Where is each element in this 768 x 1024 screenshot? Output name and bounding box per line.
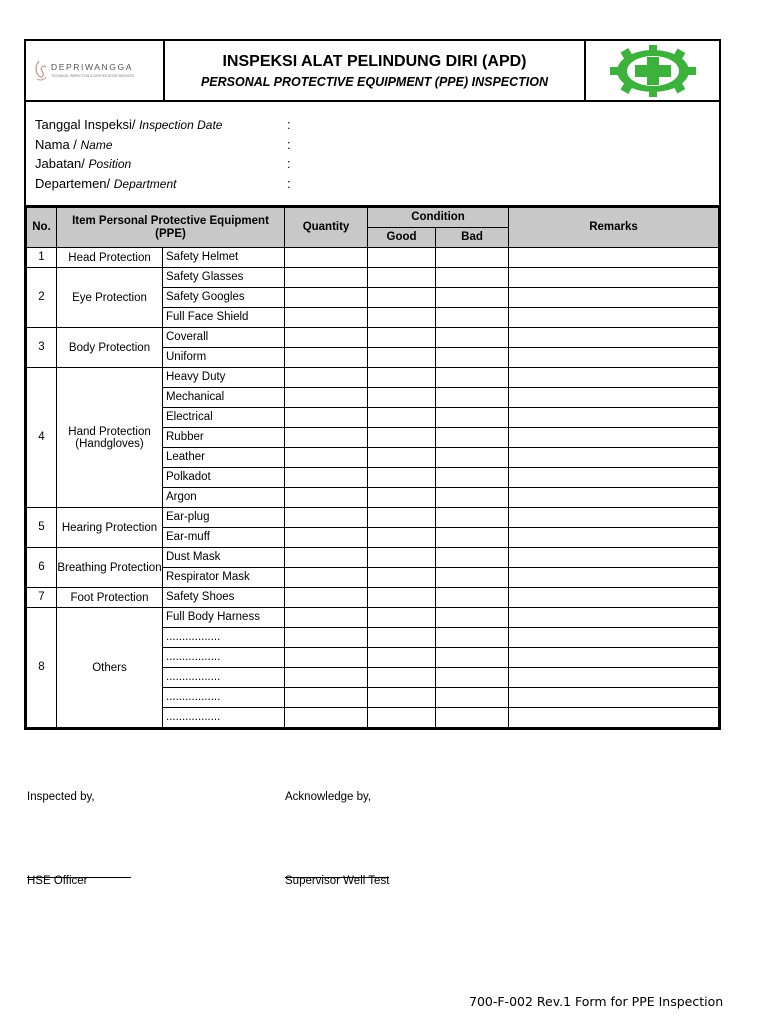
good-cell[interactable] <box>368 308 436 328</box>
row-number: 2 <box>27 268 57 328</box>
ppe-item: Polkadot <box>163 468 285 488</box>
bad-cell[interactable] <box>436 588 509 608</box>
remarks-cell[interactable] <box>509 408 719 428</box>
table-row <box>27 368 719 388</box>
name-label: Nama / Name <box>35 137 113 152</box>
ppe-category: Head Protection <box>57 248 163 268</box>
good-cell[interactable] <box>368 588 436 608</box>
quantity-cell[interactable] <box>285 668 368 688</box>
inspection-date-field[interactable]: : <box>287 117 291 132</box>
bad-cell[interactable] <box>436 288 509 308</box>
inspection-date-label: Tanggal Inspeksi/ Inspection Date <box>35 117 223 132</box>
good-cell[interactable] <box>368 428 436 448</box>
good-cell[interactable] <box>368 268 436 288</box>
green-gear-cross-icon <box>605 44 701 98</box>
remarks-cell[interactable] <box>509 428 719 448</box>
table-row <box>27 588 719 608</box>
bad-cell[interactable] <box>436 408 509 428</box>
ppe-category: Eye Protection <box>57 268 163 328</box>
ppe-item: Leather <box>163 448 285 468</box>
remarks-cell[interactable] <box>509 248 719 268</box>
bad-cell[interactable] <box>436 508 509 528</box>
name-field[interactable]: : <box>287 137 291 152</box>
ppe-item: Respirator Mask <box>163 568 285 588</box>
bad-cell[interactable] <box>436 488 509 508</box>
ppe-item: ................. <box>163 708 285 728</box>
acknowledger-role: Supervisor Well Test <box>285 875 390 887</box>
remarks-cell[interactable] <box>509 348 719 368</box>
form-title: INSPEKSI ALAT PELINDUNG DIRI (APD) <box>222 52 527 70</box>
quantity-cell[interactable] <box>285 448 368 468</box>
ppe-item: ................. <box>163 628 285 648</box>
quantity-cell[interactable] <box>285 328 368 348</box>
ppe-item: Safety Shoes <box>163 588 285 608</box>
row-number: 1 <box>27 248 57 268</box>
acknowledge-by-label: Acknowledge by, <box>285 791 372 803</box>
good-cell[interactable] <box>368 688 436 708</box>
quantity-cell[interactable] <box>285 428 368 448</box>
good-cell[interactable] <box>368 488 436 508</box>
good-cell[interactable] <box>368 668 436 688</box>
ppe-item: Safety Googles <box>163 288 285 308</box>
remarks-cell[interactable] <box>509 288 719 308</box>
ppe-item: Argon <box>163 488 285 508</box>
ppe-item: Ear-muff <box>163 528 285 548</box>
ppe-item: Safety Glasses <box>163 268 285 288</box>
remarks-cell[interactable] <box>509 328 719 348</box>
good-cell[interactable] <box>368 708 436 728</box>
col-header-bad: Bad <box>436 228 509 248</box>
bad-cell[interactable] <box>436 388 509 408</box>
bad-cell[interactable] <box>436 688 509 708</box>
bad-cell[interactable] <box>436 328 509 348</box>
ppe-item: Uniform <box>163 348 285 368</box>
quantity-cell[interactable] <box>285 528 368 548</box>
bad-cell[interactable] <box>436 368 509 388</box>
ppe-item: Electrical <box>163 408 285 428</box>
row-number: 6 <box>27 548 57 588</box>
bad-cell[interactable] <box>436 668 509 688</box>
position-field[interactable]: : <box>287 156 291 171</box>
bad-cell[interactable] <box>436 568 509 588</box>
position-label: Jabatan/ Position <box>35 156 132 171</box>
quantity-cell[interactable] <box>285 548 368 568</box>
ppe-category: Hand Protection (Handgloves) <box>57 368 163 508</box>
remarks-cell[interactable] <box>509 488 719 508</box>
good-cell[interactable] <box>368 348 436 368</box>
ppe-inspection-form <box>24 39 721 730</box>
remarks-cell[interactable] <box>509 608 719 628</box>
table-row <box>27 268 719 288</box>
form-code: 700-F-002 Rev.1 Form for PPE Inspection <box>469 994 724 1009</box>
col-header-good: Good <box>368 228 436 248</box>
k3-emblem <box>586 41 719 100</box>
quantity-cell[interactable] <box>285 588 368 608</box>
remarks-cell[interactable] <box>509 388 719 408</box>
quantity-cell[interactable] <box>285 568 368 588</box>
ppe-item: Mechanical <box>163 388 285 408</box>
inspected-by-label: Inspected by, <box>27 791 95 803</box>
quantity-cell[interactable] <box>285 248 368 268</box>
quantity-cell[interactable] <box>285 348 368 368</box>
inspection-info <box>26 102 719 207</box>
good-cell[interactable] <box>368 448 436 468</box>
good-cell[interactable] <box>368 528 436 548</box>
table-row <box>27 508 719 528</box>
bad-cell[interactable] <box>436 428 509 448</box>
ppe-category: Breathing Protection <box>57 548 163 588</box>
good-cell[interactable] <box>368 548 436 568</box>
bad-cell[interactable] <box>436 308 509 328</box>
quantity-cell[interactable] <box>285 268 368 288</box>
good-cell[interactable] <box>368 248 436 268</box>
ppe-item: Rubber <box>163 428 285 448</box>
remarks-cell[interactable] <box>509 468 719 488</box>
quantity-cell[interactable] <box>285 408 368 428</box>
row-number: 5 <box>27 508 57 548</box>
bad-cell[interactable] <box>436 608 509 628</box>
quantity-cell[interactable] <box>285 488 368 508</box>
quantity-cell[interactable] <box>285 388 368 408</box>
good-cell[interactable] <box>368 468 436 488</box>
quantity-cell[interactable] <box>285 608 368 628</box>
remarks-cell[interactable] <box>509 588 719 608</box>
ppe-item: Full Face Shield <box>163 308 285 328</box>
form-title-block <box>165 41 586 100</box>
ppe-item: ................. <box>163 688 285 708</box>
remarks-cell[interactable] <box>509 308 719 328</box>
good-cell[interactable] <box>368 648 436 668</box>
ppe-table-body <box>27 248 719 728</box>
quantity-cell[interactable] <box>285 468 368 488</box>
bad-cell[interactable] <box>436 708 509 728</box>
depriwangga-logo-icon <box>33 58 157 84</box>
good-cell[interactable] <box>368 568 436 588</box>
bad-cell[interactable] <box>436 648 509 668</box>
quantity-cell[interactable] <box>285 288 368 308</box>
remarks-cell[interactable] <box>509 268 719 288</box>
bad-cell[interactable] <box>436 628 509 648</box>
col-header-item: Item Personal Protective Equipment (PPE) <box>57 208 285 248</box>
ppe-table <box>26 207 719 728</box>
ppe-item: ................. <box>163 668 285 688</box>
ppe-category: Body Protection <box>57 328 163 368</box>
bad-cell[interactable] <box>436 468 509 488</box>
remarks-cell[interactable] <box>509 448 719 468</box>
quantity-cell[interactable] <box>285 688 368 708</box>
col-header-no: No. <box>27 208 57 248</box>
inspector-role: HSE Officer <box>27 875 88 887</box>
quantity-cell[interactable] <box>285 648 368 668</box>
good-cell[interactable] <box>368 508 436 528</box>
bad-cell[interactable] <box>436 528 509 548</box>
bad-cell[interactable] <box>436 248 509 268</box>
quantity-cell[interactable] <box>285 628 368 648</box>
quantity-cell[interactable] <box>285 708 368 728</box>
table-row <box>27 328 719 348</box>
table-row <box>27 248 719 268</box>
bad-cell[interactable] <box>436 548 509 568</box>
row-number: 8 <box>27 608 57 728</box>
remarks-cell[interactable] <box>509 708 719 728</box>
remarks-cell[interactable] <box>509 628 719 648</box>
good-cell[interactable] <box>368 628 436 648</box>
logo-text: DEPRIWANGGA <box>50 61 133 72</box>
row-number: 4 <box>27 368 57 508</box>
remarks-cell[interactable] <box>509 688 719 708</box>
ppe-item: Heavy Duty <box>163 368 285 388</box>
remarks-cell[interactable] <box>509 648 719 668</box>
quantity-cell[interactable] <box>285 368 368 388</box>
ppe-item: Coverall <box>163 328 285 348</box>
ppe-item: Safety Helmet <box>163 248 285 268</box>
ppe-item: Dust Mask <box>163 548 285 568</box>
ppe-item: Ear-plug <box>163 508 285 528</box>
table-row <box>27 548 719 568</box>
remarks-cell[interactable] <box>509 548 719 568</box>
department-label: Departemen/ Department <box>35 176 177 191</box>
col-header-condition: Condition <box>368 208 509 228</box>
logo-tagline: TECHNICAL INSPECTION & CERTIFICATION SERVICES <box>50 73 134 78</box>
bad-cell[interactable] <box>436 348 509 368</box>
col-header-quantity: Quantity <box>285 208 368 248</box>
row-number: 7 <box>27 588 57 608</box>
col-header-remarks: Remarks <box>509 208 719 248</box>
good-cell[interactable] <box>368 388 436 408</box>
good-cell[interactable] <box>368 328 436 348</box>
department-field[interactable]: : <box>287 176 291 191</box>
ppe-item: Full Body Harness <box>163 608 285 628</box>
quantity-cell[interactable] <box>285 308 368 328</box>
remarks-cell[interactable] <box>509 528 719 548</box>
ppe-item: ................. <box>163 648 285 668</box>
ppe-category: Others <box>57 608 163 728</box>
good-cell[interactable] <box>368 368 436 388</box>
bad-cell[interactable] <box>436 448 509 468</box>
remarks-cell[interactable] <box>509 508 719 528</box>
ppe-category: Foot Protection <box>57 588 163 608</box>
good-cell[interactable] <box>368 608 436 628</box>
company-logo <box>26 41 165 100</box>
remarks-cell[interactable] <box>509 668 719 688</box>
row-number: 3 <box>27 328 57 368</box>
good-cell[interactable] <box>368 288 436 308</box>
good-cell[interactable] <box>368 408 436 428</box>
form-subtitle: PERSONAL PROTECTIVE EQUIPMENT (PPE) INSPECTION <box>200 74 549 89</box>
remarks-cell[interactable] <box>509 568 719 588</box>
table-row <box>27 608 719 628</box>
form-header <box>26 41 719 102</box>
ppe-category: Hearing Protection <box>57 508 163 548</box>
quantity-cell[interactable] <box>285 508 368 528</box>
remarks-cell[interactable] <box>509 368 719 388</box>
bad-cell[interactable] <box>436 268 509 288</box>
